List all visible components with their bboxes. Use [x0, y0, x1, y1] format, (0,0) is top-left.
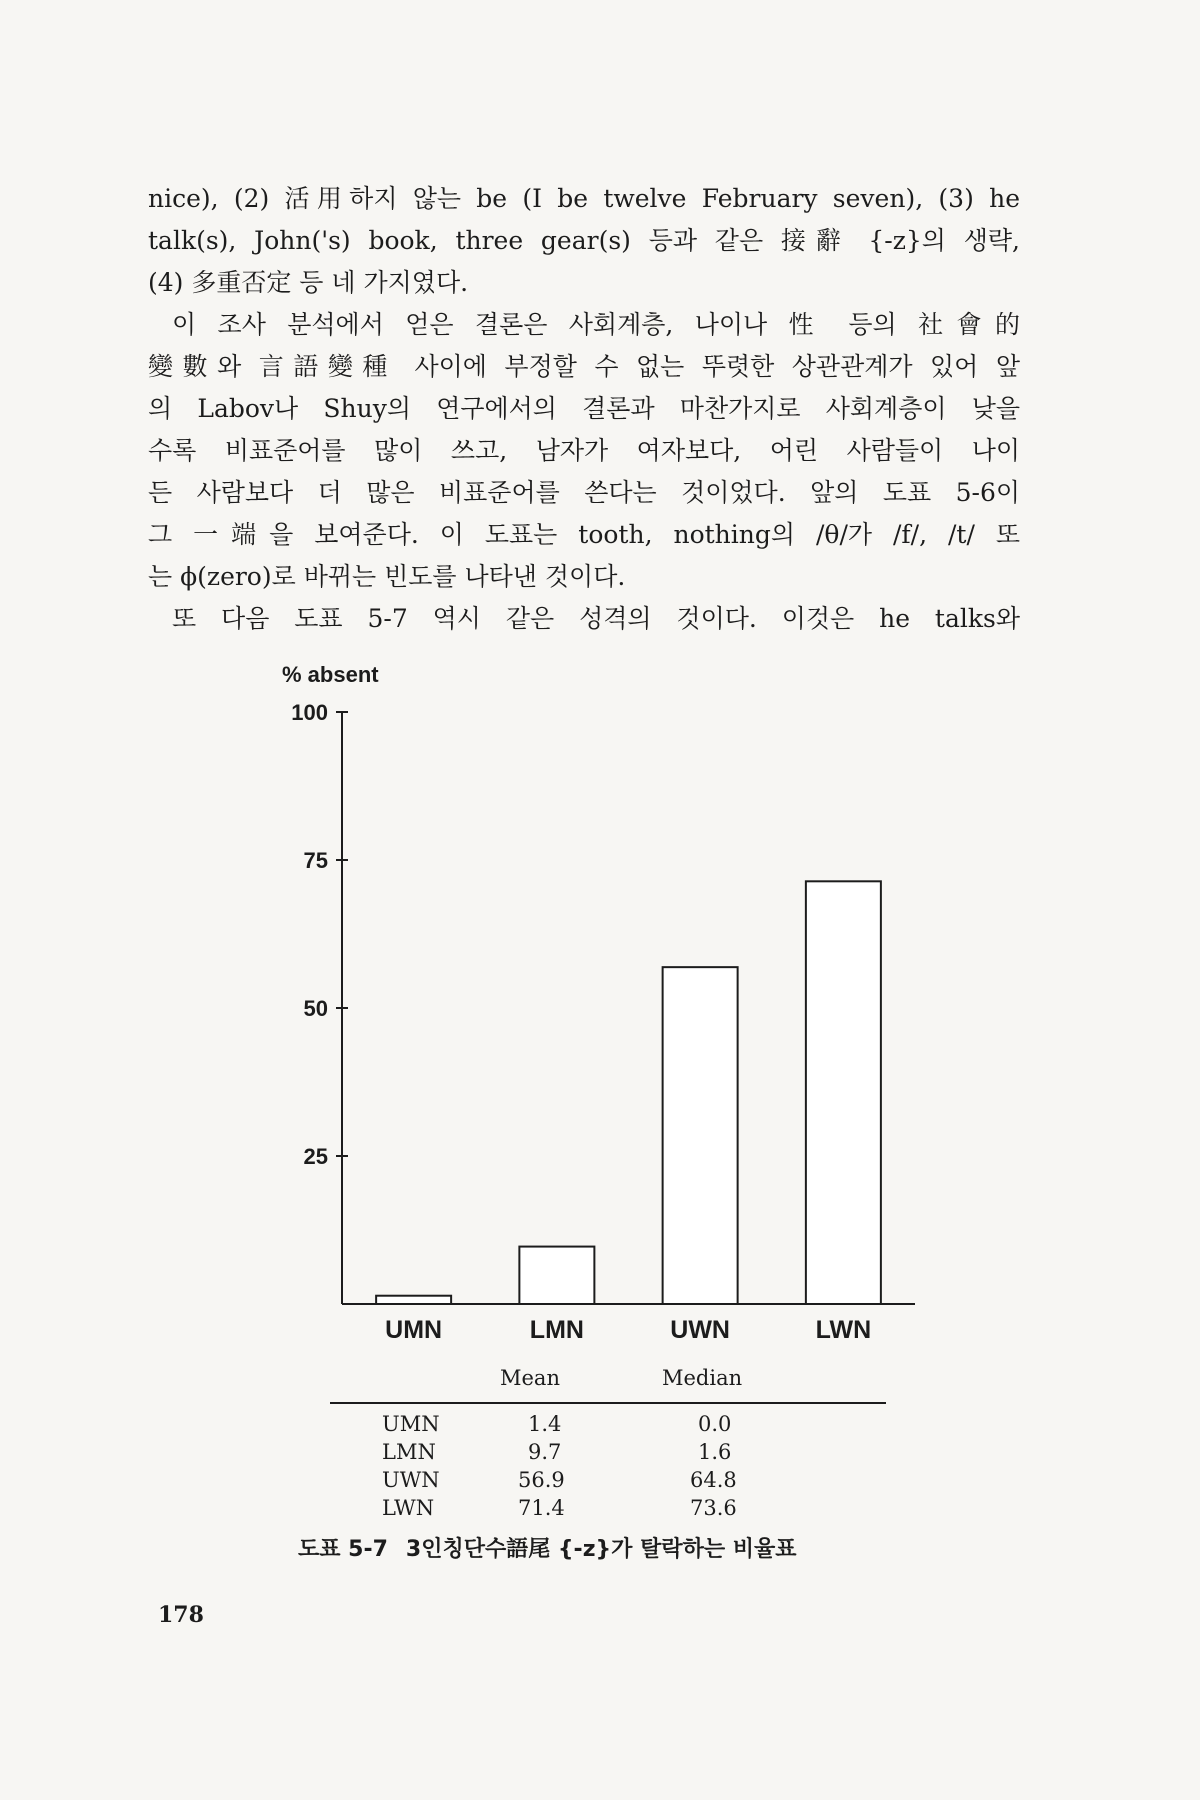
header-median: Median — [662, 1366, 743, 1390]
stats-rule — [330, 1402, 886, 1404]
bar-chart — [270, 660, 950, 1350]
y-ticks — [291, 700, 348, 1169]
x-tick-label: UWN — [670, 1316, 730, 1344]
bar-lwn — [806, 881, 881, 1304]
chart-canvas — [270, 660, 950, 1350]
caption-title: 3인칭단수語尾 {-z}가 탈락하는 비율표 — [405, 1537, 797, 1562]
y-tick-label: 100 — [291, 700, 328, 725]
text-line: 수록 비표준어를 많이 쓰고, 남자가 여자보다, 어린 사람들이 나이 — [148, 436, 1020, 465]
figure-caption — [298, 1532, 898, 1563]
y-tick-label: 75 — [303, 848, 328, 873]
row-label: UWN — [382, 1468, 440, 1492]
bar-lmn — [519, 1247, 594, 1304]
row-median: 0.0 — [698, 1412, 732, 1436]
row-mean: 9.7 — [528, 1440, 562, 1464]
bars — [376, 881, 881, 1304]
text-line: 든 사람보다 더 많은 비표준어를 쓴다는 것이었다. 앞의 도표 5-6이 — [148, 478, 1020, 507]
caption-number: 도표 5-7 — [298, 1537, 388, 1562]
row-mean: 56.9 — [518, 1468, 565, 1492]
text-line: talk(s), John('s) book, three gear(s) 등과 같은 接辭 {-z}의 생략, — [148, 226, 1020, 255]
header-mean: Mean — [500, 1366, 560, 1390]
row-mean: 71.4 — [518, 1496, 565, 1520]
text-line: 또 다음 도표 5-7 역시 같은 성격의 것이다. 이것은 he talks와 — [172, 604, 1020, 633]
table-row — [330, 1440, 886, 1468]
text-line: (4) 多重否定 등 네 가지였다. — [148, 268, 469, 297]
paragraph-3 — [148, 598, 1020, 640]
bar-umn — [376, 1296, 451, 1304]
page-number: 178 — [158, 1602, 204, 1628]
row-median: 73.6 — [690, 1496, 737, 1520]
row-label: UMN — [382, 1412, 440, 1436]
x-tick-label: UMN — [385, 1316, 443, 1344]
table-row — [330, 1496, 886, 1524]
x-tick-labels — [385, 1316, 871, 1344]
row-median: 64.8 — [690, 1468, 737, 1492]
body-text — [148, 178, 1020, 640]
row-label: LWN — [382, 1496, 435, 1520]
paragraph-2 — [148, 304, 1020, 598]
text-line: 變數와 言語變種 사이에 부정할 수 없는 뚜렷한 상관관계가 있어 앞 — [148, 352, 1020, 381]
x-tick-label: LMN — [529, 1316, 584, 1344]
text-line: 이 조사 분석에서 얻은 결론은 사회계층, 나이나 性 등의 社會的 — [172, 310, 1020, 339]
row-label: LMN — [382, 1440, 436, 1464]
table-row — [330, 1412, 886, 1440]
paragraph-1 — [148, 178, 1020, 304]
y-tick-label: 25 — [303, 1144, 328, 1169]
x-tick-label: LWN — [815, 1316, 872, 1344]
text-line: nice), (2) 活用하지 않는 be (I be twelve February seven), (3) he — [148, 184, 1020, 213]
y-axis-label: % absent — [282, 662, 379, 687]
row-mean: 1.4 — [528, 1412, 562, 1436]
text-line: 는 ϕ(zero)로 바뀌는 빈도를 나타낸 것이다. — [148, 562, 626, 591]
text-line: 그 一端을 보여준다. 이 도표는 tooth, nothing의 /θ/가 /f/, /t/ 또 — [148, 520, 1020, 549]
y-tick-label: 50 — [303, 996, 328, 1021]
table-row — [330, 1468, 886, 1496]
text-line: 의 Labov나 Shuy의 연구에서의 결론과 마찬가지로 사회계층이 낮을 — [148, 394, 1020, 423]
row-median: 1.6 — [698, 1440, 732, 1464]
bar-uwn — [663, 967, 738, 1304]
stats-body — [330, 1412, 886, 1524]
stats-table — [330, 1366, 886, 1520]
stats-header — [330, 1366, 886, 1398]
